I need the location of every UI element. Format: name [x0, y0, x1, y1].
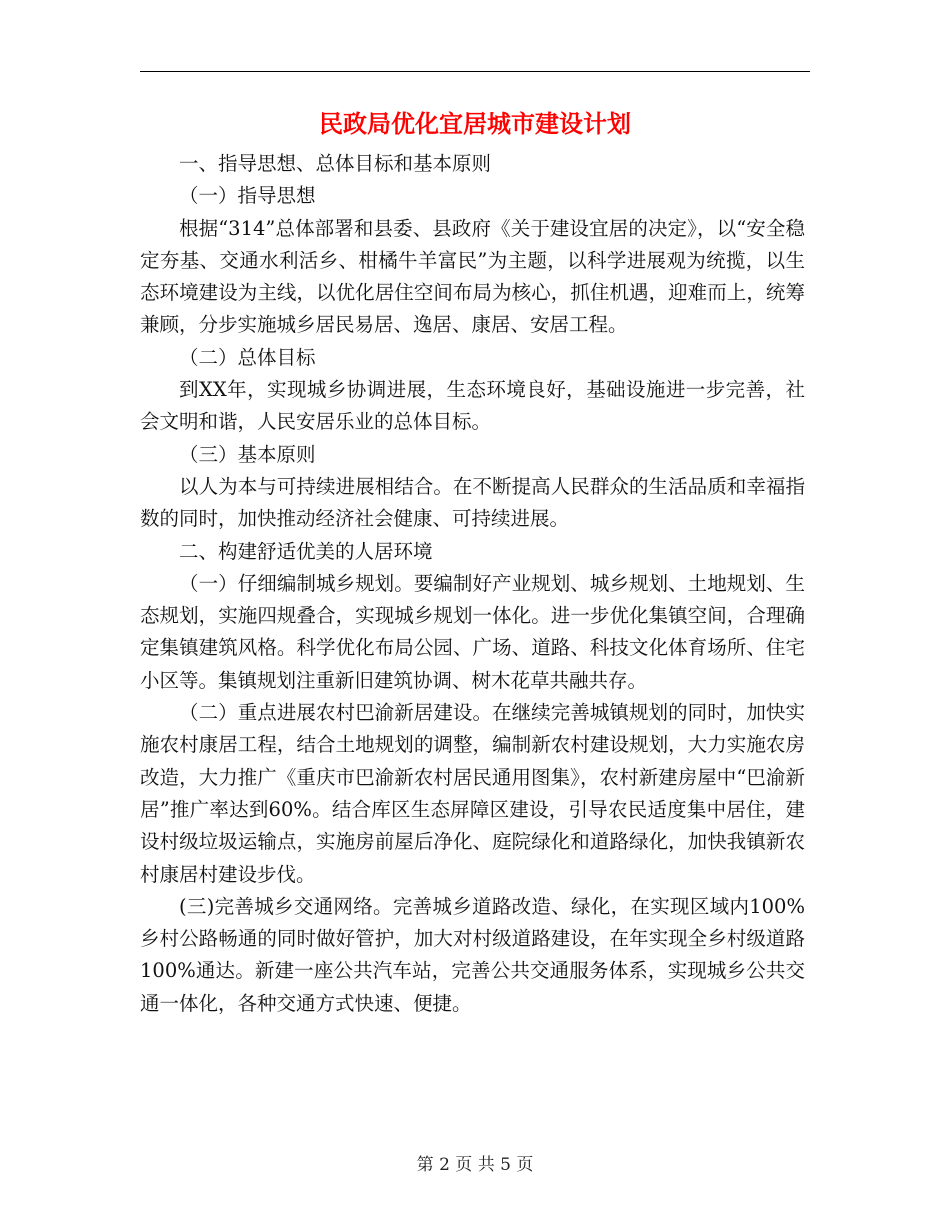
paragraph-urban-rural-planning: （一）仔细编制城乡规划。要编制好产业规划、城乡规划、土地规划、生态规划，实施四规叠合，实现城乡规划一体化。进一步优化集镇空间，合理确定集镇建筑风格。科学优化布局公园、广场、道路、科技文化体育场所、住宅小区等。集镇规划注重新旧建筑协调、树木花草共融共存。: [140, 571, 805, 692]
subheading-overall-goal: （二）总体目标: [179, 345, 316, 369]
paragraph-guiding-ideology: 根据“314”总体部署和县委、县政府《关于建设宜居的决定》，以“安全稳定夯基、交通水利活乡、柑橘牛羊富民”为主题，以科学进展观为统揽，以生态环境建设为主线，以优化居住空间布局为核心，抓住机遇，迎难而上，统筹兼顾，分步实施城乡居民易居、逸居、康居、安居工程。: [140, 216, 805, 337]
subheading-guiding-ideology: （一）指导思想: [179, 184, 316, 208]
document-body: [140, 148, 805, 1020]
header-rule: [140, 71, 810, 72]
page-number-footer: 第 2 页 共 5 页: [416, 1155, 534, 1175]
paragraph-overall-goal: 到XX年，实现城乡协调进展，生态环境良好，基础设施进一步完善，社会文明和谐，人民安居乐业的总体目标。: [140, 378, 805, 434]
section-heading-1: 一、指导思想、总体目标和基本原则: [179, 152, 492, 175]
subheading-basic-principles: （三）基本原则: [179, 442, 316, 466]
paragraph-transport-network: (三)完善城乡交通网络。完善城乡道路改造、绿化，在实现区域内100%乡村公路畅通的同时做好管护，加大对村级道路建设，在年实现全乡村级道路100%通达。新建一座公共汽车站，完善公共交通服务体系，实现城乡公共交通一体化，各种交通方式快速、便捷。: [140, 894, 805, 1015]
paragraph-basic-principles: 以人为本与可持续进展相结合。在不断提高人民群众的生活品质和幸福指数的同时，加快推动经济社会健康、可持续进展。: [140, 474, 805, 531]
paragraph-rural-housing: （二）重点进展农村巴渝新居建设。在继续完善城镇规划的同时，加快实施农村康居工程，结合土地规划的调整，编制新农村建设规划，大力实施农房改造，大力推广《重庆市巴渝新农村居民通用图集》，农村新建房屋中“巴渝新居”推广率达到60%。结合库区生态屏障区建设，引导农民适度集中居住，建设村级垃圾运输点，实施房前屋后净化、庭院绿化和道路绿化，加快我镇新农村康居村建设步伐。: [140, 701, 805, 886]
document-title: 民政局优化宜居城市建设计划: [319, 109, 631, 138]
section-heading-2: 二、构建舒适优美的人居环境: [179, 539, 433, 563]
